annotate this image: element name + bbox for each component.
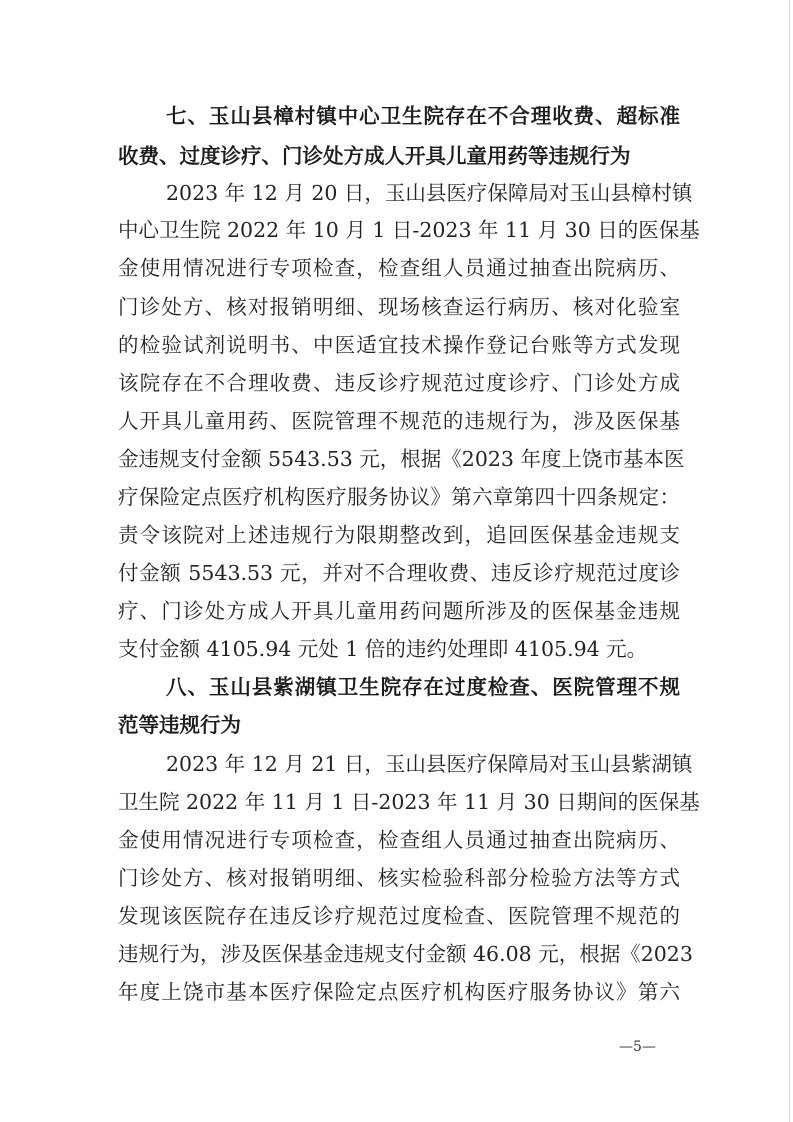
paragraph-line: 违规行为，涉及医保基金违规支付金额 46.08 元，根据《2023 xyxy=(118,942,693,966)
paragraph-line: 金使用情况进行专项检查，检查组人员通过抽查出院病历、 xyxy=(118,828,680,852)
section-heading-seven: 七、玉山县樟村镇中心卫生院存在不合理收费、超标准 xyxy=(166,104,680,128)
paragraph-line: 该院存在不合理收费、违反诊疗规范过度诊疗、门诊处方成 xyxy=(118,371,680,395)
section-heading-seven-continued: 收费、过度诊疗、门诊处方成人开具儿童用药等违规行为 xyxy=(118,144,631,168)
section-heading-eight-continued: 范等违规行为 xyxy=(118,713,241,737)
paragraph-line: 的检验试剂说明书、中医适宜技术操作登记台账等方式发现 xyxy=(118,333,680,357)
page-number: —5— xyxy=(619,1039,656,1055)
paragraph-line: 人开具儿童用药、医院管理不规范的违规行为，涉及医保基 xyxy=(118,409,680,433)
paragraph-line: 卫生院 2022 年 11 月 1 日-2023 年 11 月 30 日期间的医保基 xyxy=(118,790,700,814)
paragraph-line: 责令该院对上述违规行为限期整改到，追回医保基金违规支 xyxy=(118,523,680,547)
paragraph-line: 年度上饶市基本医疗保险定点医疗机构医疗服务协议》第六 xyxy=(118,980,680,1004)
paragraph-line: 2023 年 12 月 21 日，玉山县医疗保障局对玉山县紫湖镇 xyxy=(166,752,693,776)
paragraph-line: 疗保险定点医疗机构医疗服务协议》第六章第四十四条规定： xyxy=(118,485,680,509)
paragraph-line: 金使用情况进行专项检查，检查组人员通过抽查出院病历、 xyxy=(118,256,680,280)
paragraph-line: 支付金额 4105.94 元处 1 倍的违约处理即 4105.94 元。 xyxy=(118,637,648,661)
paragraph-line: 2023 年 12 月 20 日，玉山县医疗保障局对玉山县樟村镇 xyxy=(166,181,693,205)
section-heading-eight: 八、玉山县紫湖镇卫生院存在过度检查、医院管理不规 xyxy=(166,675,680,699)
paragraph-line: 金违规支付金额 5543.53 元，根据《2023 年度上饶市基本医 xyxy=(118,447,685,471)
paragraph-line: 发现该医院存在违反诊疗规范过度检查、医院管理不规范的 xyxy=(118,904,680,928)
scan-edge-divider xyxy=(789,0,790,1122)
paragraph-line: 门诊处方、核对报销明细、核实检验科部分检验方法等方式 xyxy=(118,866,680,890)
paragraph-line: 疗、门诊处方成人开具儿童用药问题所涉及的医保基金违规 xyxy=(118,599,680,623)
paragraph-line: 门诊处方、核对报销明细、现场核查运行病历、核对化验室 xyxy=(118,295,680,319)
paragraph-line: 付金额 5543.53 元，并对不合理收费、违反诊疗规范过度诊 xyxy=(118,561,680,585)
paragraph-line: 中心卫生院 2022 年 10 月 1 日-2023 年 11 月 30 日的医保基 xyxy=(118,218,700,242)
